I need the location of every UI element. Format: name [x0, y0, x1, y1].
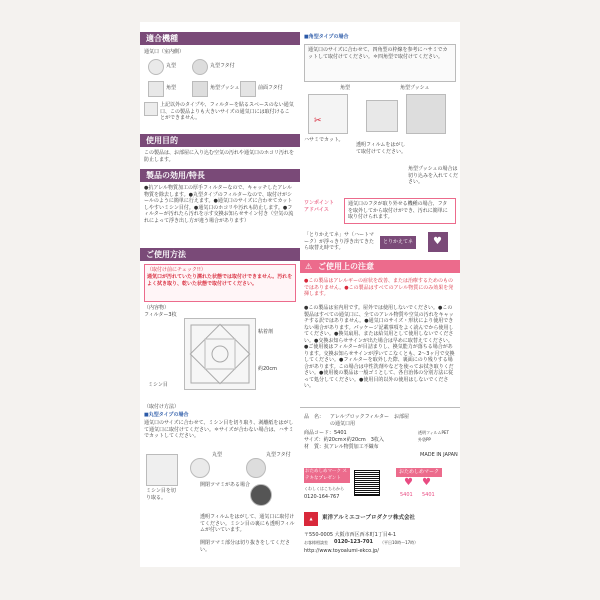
precheck-box: [144, 264, 296, 302]
advice-box: [344, 198, 456, 224]
unsupported-vent-image: [144, 102, 158, 116]
divider: [300, 407, 460, 408]
advice-text: 通気口のフタが取り外せる機種の場合、フタを取外してから取付けができ、汚れに簡単に取り付けられます。: [348, 201, 448, 220]
front-cover-vent-image: [240, 81, 256, 97]
heart-icon: ♥: [433, 236, 442, 247]
campaign-sub: くわしくはこちらから: [304, 486, 344, 491]
swap-text: 「とりかえてネ」サ（ハートマーク）が浮っきり浮き出てきたら取替え時です。: [304, 232, 375, 251]
campaign-phone: 0120-164-767: [304, 494, 340, 500]
type-front-cover: 前面フタ付: [258, 85, 283, 91]
compat-header: 適合機種: [140, 32, 300, 45]
square-push-text: 角型プッシュの場合は切り込みを入れてください。: [408, 166, 459, 185]
campaign-text: おためしめマーク ステキなプレゼント: [304, 468, 350, 483]
label-size: 約20cm: [258, 366, 277, 372]
square-film-text: 透明フィルムをはがして取付けてください。: [356, 142, 407, 155]
left-panel: [140, 22, 300, 567]
square-vent-photo: [366, 100, 398, 132]
features-header: 製品の効用/特長: [140, 169, 300, 182]
label-square: 角型: [340, 85, 351, 91]
warning-icon: ⚠: [305, 262, 313, 271]
filter-pattern-icon: [185, 319, 255, 389]
product-name-label: 品 名：: [304, 414, 325, 420]
part-knob: 開閉ツマミがある場合: [200, 482, 251, 488]
cautions-text: ●この製品は室内用です。屋外では使用しないでください。●この製品はすべての通気口に、全てのアレル物質や空気の汚れをキャッチする訳ではありません。●通気口のサイズ・形状により使用できない場合があります。パッケージ記載事項をよく読んでから使用してください。●換気扇用、または給気用として使用しないでください。●交換お知らせサインが出た場合は早めに取替えてください。●ご使用後はフィルターが目詰まりし、換気能力が落ちる場合があります。交換お知らせサインが浮いてこなくとも、2〜3ヶ月で交換してください。●フィルターを取外した際、裏面にのり残りする場合があります。この場合は中性洗剤やなどを使ってお拭き取りください。●使用後の製品は一般ゴミとして、各自治体の分別方法に従って処分してください。●使用目的以外の使用はしないでください。: [304, 305, 455, 389]
round-type-text: 通気口のサイズに合わせて、ミシン目を切り取り、剥離紙をはがして通気口に取付けてください。＊サイズが合わない場合は、ハサミでカットしてください。: [144, 420, 294, 439]
product-name: アレルブロックフィルター お部屋の通気口用: [330, 414, 409, 427]
precheck-title: （取付け前にチェック!!）: [147, 267, 206, 273]
swap-sign: とりかえてネ: [380, 236, 416, 249]
knob-part-image: [250, 484, 272, 506]
square-vent-image: [148, 81, 164, 97]
square-filter-image: [308, 94, 348, 134]
heart-mark-icon-2: ♥: [422, 477, 431, 488]
round-type-title: ■丸型タイプの場合: [144, 412, 189, 418]
mark-code: 5401: [400, 492, 413, 498]
company-url[interactable]: http://www.toyoalumi-ekco.jp/: [304, 548, 379, 554]
heart-tile: [428, 232, 448, 252]
contact-hours: （平日10時〜17時）: [380, 540, 419, 545]
knob-text: 開閉ツマミ部分は切り抜きをしてください。: [200, 540, 291, 553]
square-push-vent-image: [192, 81, 208, 97]
steps-label: （取付け方法）: [144, 404, 180, 410]
howto-header: ご使用方法: [140, 248, 300, 261]
purpose-text: この製品は、お部屋に入り込む空気の汚れや通気口のホコリ汚れを防止します。: [144, 150, 295, 163]
label-adhesive: 粘着剤: [258, 329, 274, 335]
company-address: 〒550-0005 大阪市西区西本町1丁目4-1: [304, 532, 397, 538]
type-square: 角型: [166, 85, 177, 91]
label-square-push: 角型プッシュ: [400, 85, 430, 91]
product-size: サイズ：約20cm×約20cm 3枚入: [304, 437, 384, 443]
type-round-cover: 丸型フタ付: [210, 63, 235, 69]
company-name: 東洋アルミエコープロダクツ株式会社: [322, 515, 416, 521]
square-type-box: [304, 44, 456, 82]
scissors-icon: ✂: [314, 116, 322, 126]
part-round: 丸型: [212, 452, 223, 458]
perforation-image: [146, 454, 178, 486]
made-in: MADE IN JAPAN: [420, 452, 458, 458]
heart-mark-icon: ♥: [404, 477, 413, 488]
product-code: 商品コード：5401: [304, 430, 347, 436]
square-push-vent-photo: [406, 94, 446, 134]
mark-title: おためしめマーク: [396, 468, 442, 477]
precheck-text: 通気口が汚れていたり濡れた状態では取付けできません。汚れをよく拭き取り、乾いた状態で取付けてください。: [147, 274, 293, 287]
contact-phone: 0120-123-701: [334, 539, 373, 545]
filter-diagram: [184, 318, 256, 390]
recycle-text: 透明フィルムPET 外袋PP: [418, 430, 453, 442]
round-vent-image: [148, 59, 164, 75]
label-scissors: ハサミでカット。: [304, 137, 344, 143]
square-type-text: 通気口のサイズに合わせて、四角型の枠線を参考にハサミでカットして取付けてください。＊四角型で取付けてください。: [308, 47, 448, 60]
cautions-header: ご使用上の注意: [300, 260, 460, 273]
cautions-red-text: ●この製品はアレルギーの症状を改善、または治療するためのものではありません。●この製品はすべてのアレル物質にのみ効果を発揮します。: [304, 278, 454, 297]
film-text: 透明フィルムをはがして、通気口に取付けてください。ミシン目の裏にも透明フィルムが付いています。: [200, 514, 295, 533]
features-text: ●抗アレル物質加工の厚手フィルターなので、キャッチしたアレル物質を除去します。●丸型タイプのフィルターなので、取付けがシールのように簡単に行えます。●通気口のサイズに合わせてカットしやすいミシン目付。●通気口のホコリや汚れも防止します。●フィルターが汚れたら汚れを示す交換お知らせサイン付き（空気の流れによって浮き出し方が違う場合があります）: [144, 185, 294, 224]
round-cover-part-image: [246, 458, 266, 478]
contact-label: お客様相談室: [304, 540, 328, 545]
type-square-push: 角型プッシュ: [210, 85, 240, 91]
square-type-title: ■角型タイプの場合: [304, 34, 349, 40]
company-logo: ▲: [304, 512, 318, 526]
contents-label: （内容物）: [144, 305, 170, 311]
type-round: 丸型: [166, 63, 177, 69]
qr-code: [354, 470, 380, 496]
contents-text: フィルター3枚: [144, 312, 177, 318]
right-panel: [300, 22, 460, 567]
product-material: 材 質：抗アレル物質加工不織布: [304, 444, 379, 450]
cut-label: ミシン目を切り取る。: [146, 488, 176, 501]
compat-note: 上記以外のタイプや、フィルターを貼るスペースのない通気口、この製品よりも大きいサイズの通気口には取付けることができません。: [160, 102, 294, 121]
advice-label: ワンポイントアドバイス: [304, 200, 335, 213]
purpose-header: 使用目的: [140, 134, 300, 147]
compat-subtitle: 通気口（室内側）: [144, 49, 185, 55]
round-part-image: [190, 458, 210, 478]
mark-code-2: 5401: [422, 492, 435, 498]
round-cover-vent-image: [192, 59, 208, 75]
part-round-cover: 丸型フタ付: [266, 452, 291, 458]
label-perforation: ミシン目: [148, 382, 168, 388]
